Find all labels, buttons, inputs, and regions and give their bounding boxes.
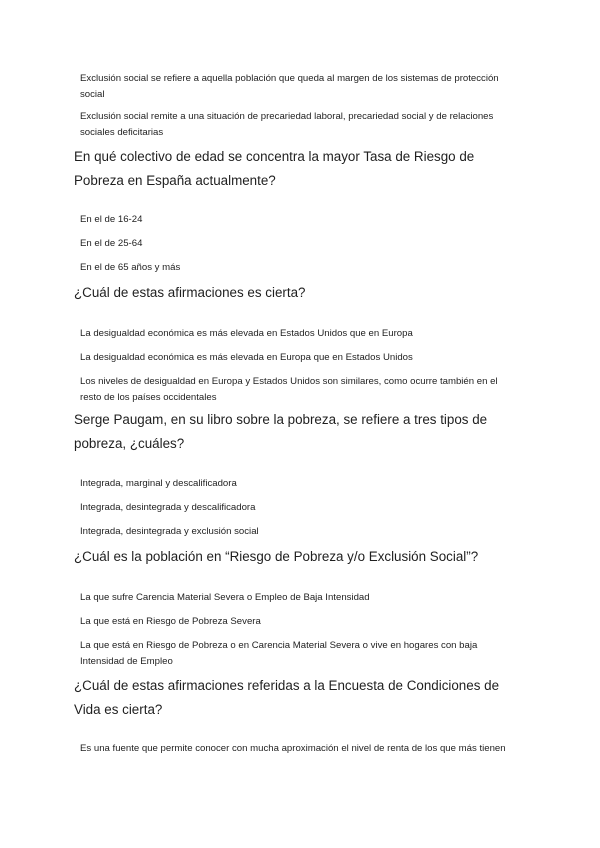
answer-option: Exclusión social se refiere a aquella población que queda al margen de los sistemas de protección social — [80, 73, 499, 100]
question-text: Serge Paugam, en su libro sobre la pobreza, se refiere a tres tipos de pobreza, ¿cuáles? — [74, 412, 488, 451]
answer-option: La que está en Riesgo de Pobreza Severa — [80, 616, 261, 627]
answer-option: La que sufre Carencia Material Severa o Empleo de Baja Intensidad — [80, 592, 370, 603]
answer-option: La que está en Riesgo de Pobreza o en Carencia Material Severa o vive en hogares con baja Intensidad de Empleo — [80, 640, 478, 667]
question-text: ¿Cuál es la población en “Riesgo de Pobreza y/o Exclusión Social”? — [74, 549, 479, 564]
answer-option: Integrada, desintegrada y exclusión social — [80, 526, 259, 537]
answer-option: Exclusión social remite a una situación de precariedad laboral, precariedad social y de relaciones sociales deficitarias — [80, 111, 494, 138]
answer-option: En el de 16-24 — [80, 214, 143, 225]
answer-option: Integrada, desintegrada y descalificadora — [80, 502, 256, 513]
answer-option: Es una fuente que permite conocer con mucha aproximación el nivel de renta de los que más tienen — [80, 743, 506, 754]
answer-option: Integrada, marginal y descalificadora — [80, 478, 237, 489]
question-text: ¿Cuál de estas afirmaciones referidas a la Encuesta de Condiciones de Vida es cierta? — [74, 678, 500, 717]
answer-option: La desigualdad económica es más elevada en Europa que en Estados Unidos — [80, 352, 413, 363]
answer-option: En el de 65 años y más — [80, 262, 181, 273]
answer-option: La desigualdad económica es más elevada en Estados Unidos que en Europa — [80, 328, 413, 339]
question-text: En qué colectivo de edad se concentra la mayor Tasa de Riesgo de Pobreza en España actualmente? — [74, 149, 475, 188]
answer-option: Los niveles de desigualdad en Europa y Estados Unidos son similares, como ocurre también en el resto de los países occidentales — [80, 376, 498, 403]
answer-option: En el de 25-64 — [80, 238, 143, 249]
question-text: ¿Cuál de estas afirmaciones es cierta? — [74, 285, 306, 300]
